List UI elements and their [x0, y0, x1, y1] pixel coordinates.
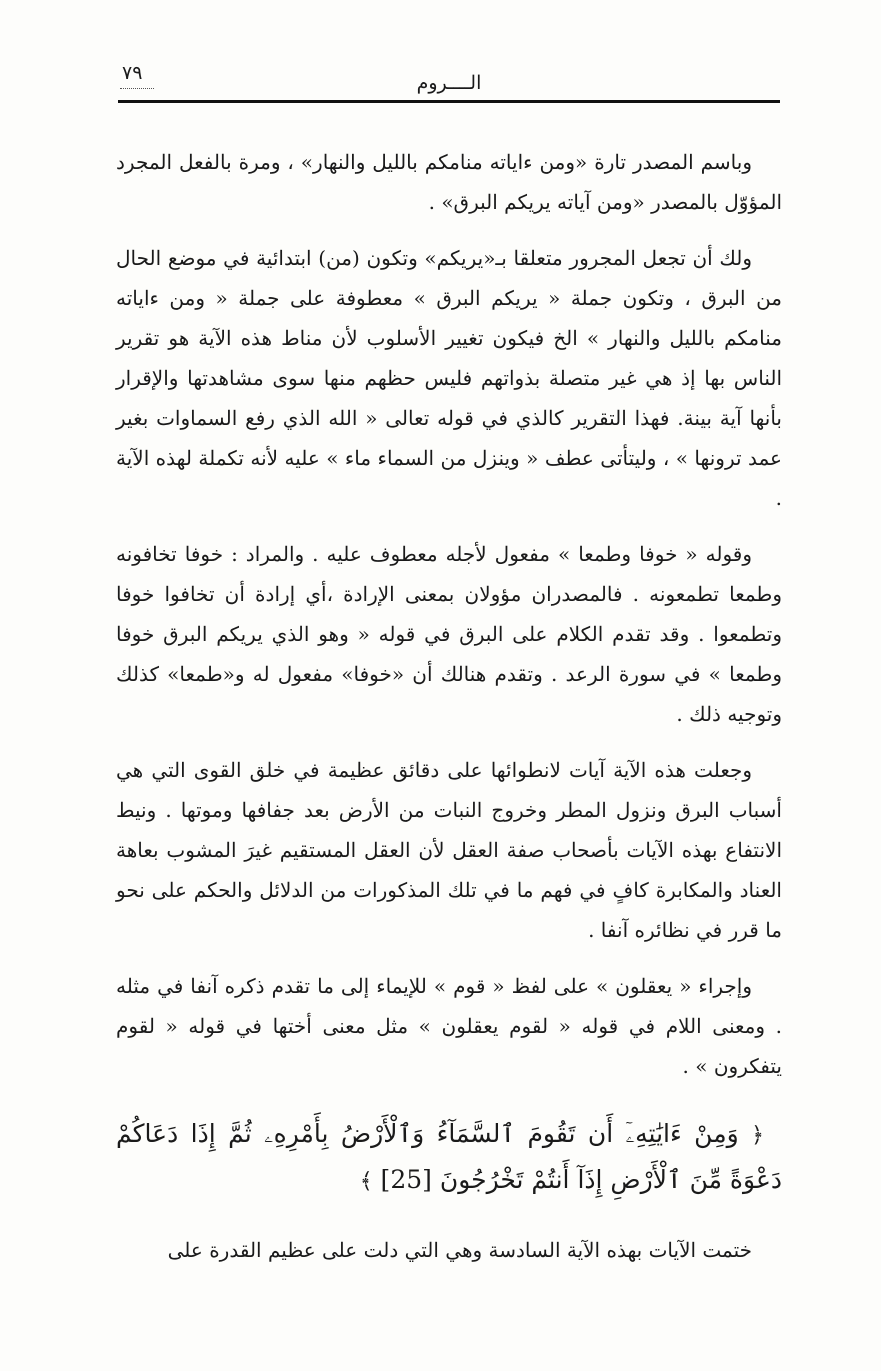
paragraph-1: وباسم المصدر تارة «ومن ءاياته منامكم بالليل والنهار» ، ومرة بالفعل المجرد المؤوّل بالمصدر «ومن آياته يريكم البرق» .: [116, 150, 782, 214]
page-header: [120, 58, 778, 98]
quran-verse: [116, 1112, 782, 1204]
verse-number: [25]: [380, 1165, 432, 1194]
verse-text: وَمِنْ ءَايَٰتِهِۦٓ أَن تَقُومَ ٱلسَّمَآءُ وَٱلْأَرْضُ بِأَمْرِهِۦ ثُمَّ إِذَا دَعَاكُمْ دَعْوَةً مِّنَ ٱلْأَرْضِ إِذَآ أَنتُمْ تَخْرُجُونَ: [116, 1119, 782, 1194]
header-rule: [118, 100, 780, 103]
verse-close-mark: ﴾: [359, 1169, 373, 1194]
paragraph-5: وإجراء « يعقلون » على لفظ « قوم » للإيماء إلى ما تقدم ذكره آنفا في مثله . ومعنى اللام في قوله « لقوم يعقلون » مثل معنى أختها في قوله « لقوم يتفكرون » .: [116, 974, 782, 1078]
closing-paragraph: ختمت الآيات بهذه الآية السادسة وهي التي دلت على عظيم القدرة على: [167, 1238, 752, 1262]
paragraph-3: وقوله « خوفا وطمعا » مفعول لأجله معطوف عليه . والمراد : خوفا تخافونه وطمعا تطمعونه . فالمصدران مؤولان بمعنى الإرادة ،أي إرادة أن تخافوا خوفا وتطمعوا . وقد تقدم الكلام على البرق في قوله « وهو الذي يريكم البرق خوفا وطمعا » في سورة الرعد . وتقدم هنالك أن «خوفا» مفعول له و«طمعا» كذلك وتوجيه ذلك .: [116, 542, 782, 726]
paragraph-2: ولك أن تجعل المجرور متعلقا بـ«يريكم» وتكون (من) ابتدائية في موضع الحال من البرق ، وتكون جملة « يريكم البرق » معطوفة على جملة « ومن ءاياته منامكم بالليل والنهار » الخ فيكون تغيير الأسلوب لأن مناط هذه الآية هو تقرير الناس بها إذ هي غير متصلة بذواتهم فليس حظهم منها سوى مشاهدتها والإقرار بأنها آية بينة. فهذا التقرير كالذي في قوله تعالى « الله الذي رفع السماوات بغير عمد ترونها » ، وليتأتى عطف « وينزل من السماء ماء » عليه لأنه تكملة لهذه الآية .: [116, 246, 782, 510]
page-number: ٧٩: [122, 62, 143, 84]
verse-open-mark: ﴿: [751, 1123, 764, 1148]
paragraph-4: وجعلت هذه الآية آيات لانطوائها على دقائق عظيمة في خلق القوى التي هي أسباب البرق ونزول المطر وخروج النبات من الأرض بعد جفافها وموتها . ونيط الانتفاع بهذه الآيات بأصحاب صفة العقل لأن العقل المستقيم غيرَ المشوب بعاهة العناد والمكابرة كافٍ في فهم ما في تلك المذكورات من الدلائل والحكم على نحو ما قرر في نظائره آنفا .: [116, 758, 782, 942]
page-body: [116, 142, 782, 1270]
running-title: الــــروم: [416, 72, 482, 94]
